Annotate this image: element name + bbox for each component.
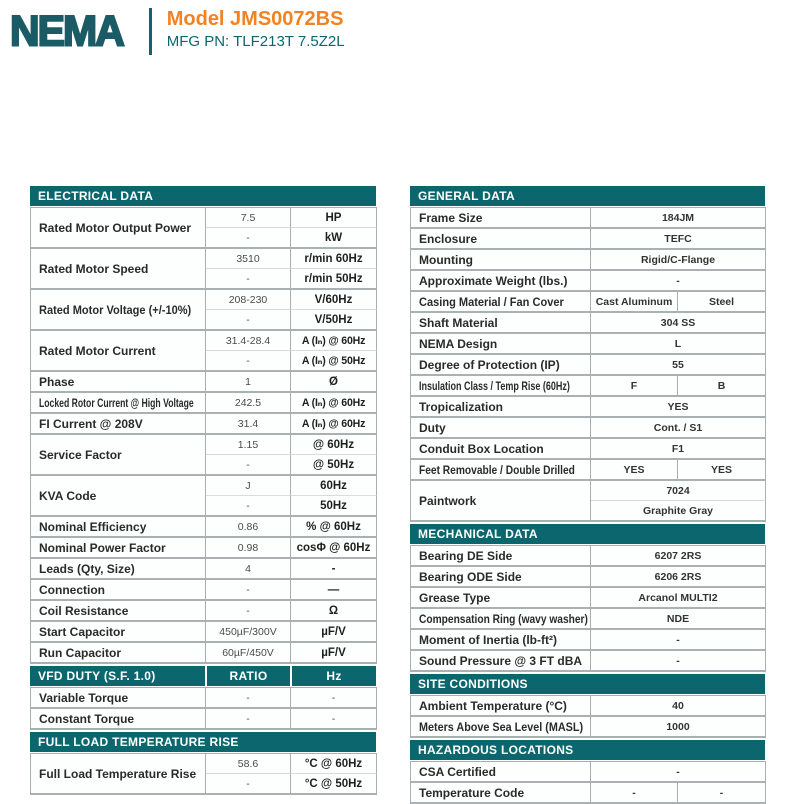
table-row: [411, 250, 766, 271]
row-value: 0.86: [206, 517, 291, 538]
row-label: Rated Motor Voltage (+/-10%): [31, 290, 206, 331]
table-row: [31, 601, 377, 622]
table-row: [411, 651, 766, 672]
row-value: -: [206, 580, 291, 601]
table-row: [411, 567, 766, 588]
table-row: [411, 397, 766, 418]
row-unit: Ω: [291, 601, 377, 622]
vfd-hz-column-header: Hz: [290, 666, 376, 686]
row-label: Nominal Efficiency: [31, 517, 206, 538]
row-label: Phase: [31, 372, 206, 393]
section-header-mechanical-data: MECHANICAL DATA: [410, 524, 765, 544]
row-value: -: [591, 762, 766, 783]
row-value: -: [206, 688, 291, 709]
row-unit: @ 60Hz: [291, 435, 377, 455]
section-header-hazardous-locations: HAZARDOUS LOCATIONS: [410, 740, 765, 760]
general-data-table: [410, 207, 766, 522]
row-value: F: [591, 376, 678, 397]
table-row: [411, 355, 766, 376]
mfg-part-number: MFG PN: TLF213T 7.5Z2L: [166, 33, 345, 50]
row-value: -: [206, 228, 291, 249]
model-title: Model JMS0072BS: [166, 8, 344, 30]
row-label: Ambient Temperature (°C): [411, 696, 591, 717]
table-row: [31, 372, 377, 393]
table-row: [31, 476, 377, 496]
row-label: Connection: [31, 580, 206, 601]
row-unit: r/min 50Hz: [291, 269, 377, 290]
nema-logo: NEMA: [10, 7, 123, 55]
row-value: J: [206, 476, 291, 496]
row-unit: °C @ 60Hz: [291, 754, 377, 774]
row-label: CSA Certified: [411, 762, 591, 783]
section-header-full-load-temp-rise: FULL LOAD TEMPERATURE RISE: [30, 732, 376, 752]
row-value: 6206 2RS: [591, 567, 766, 588]
table-row: [411, 271, 766, 292]
row-value: -: [206, 496, 291, 517]
header-text: [167, 6, 345, 50]
row-value: -: [206, 310, 291, 331]
table-row: [411, 292, 766, 313]
row-value: YES: [591, 460, 678, 481]
table-row: [31, 414, 377, 435]
row-value: 58.6: [206, 754, 291, 774]
row-value: Steel: [678, 292, 766, 313]
row-label: Rated Motor Speed: [31, 249, 206, 290]
row-label: Tropicalization: [411, 397, 591, 418]
row-value: TEFC: [591, 229, 766, 250]
row-label: Temperature Code: [411, 783, 591, 804]
row-label: Constant Torque: [31, 709, 206, 730]
row-value: 31.4: [206, 414, 291, 435]
electrical-data-table: [30, 207, 377, 664]
row-unit: V/50Hz: [291, 310, 377, 331]
mechanical-data-table: [410, 545, 766, 672]
table-row: [31, 709, 377, 730]
row-label: NEMA Design: [411, 334, 591, 355]
row-label: Nominal Power Factor: [31, 538, 206, 559]
left-column: [30, 186, 376, 795]
table-row: [31, 580, 377, 601]
row-unit: A (Iₙ) @ 60Hz: [291, 393, 377, 414]
row-unit: °C @ 50Hz: [291, 774, 377, 795]
row-value: -: [678, 783, 766, 804]
row-label: Start Capacitor: [31, 622, 206, 643]
table-row: [31, 393, 377, 414]
row-label: Shaft Material: [411, 313, 591, 334]
row-value: 242.5: [206, 393, 291, 414]
table-row: [31, 517, 377, 538]
table-row: [411, 588, 766, 609]
row-value: 40: [591, 696, 766, 717]
row-label: Variable Torque: [31, 688, 206, 709]
table-row: [31, 290, 377, 310]
row-label: FI Current @ 208V: [31, 414, 206, 435]
row-value: 184JM: [591, 208, 766, 229]
row-unit: —: [291, 580, 377, 601]
row-value: 1000: [591, 717, 766, 738]
row-label: Enclosure: [411, 229, 591, 250]
table-row: [411, 630, 766, 651]
row-label: Insulation Class / Temp Rise (60Hz): [411, 376, 591, 397]
row-value: B: [678, 376, 766, 397]
row-unit: HP: [291, 208, 377, 228]
row-value: 7.5: [206, 208, 291, 228]
table-row: [411, 783, 766, 804]
row-label: Coil Resistance: [31, 601, 206, 622]
row-label: Conduit Box Location: [411, 439, 591, 460]
row-value: F1: [591, 439, 766, 460]
row-value: 208-230: [206, 290, 291, 310]
row-unit: A (Iₙ) @ 60Hz: [291, 414, 377, 435]
table-row: [411, 439, 766, 460]
section-header-electrical-data: ELECTRICAL DATA: [30, 186, 376, 206]
row-value: -: [206, 774, 291, 795]
row-value: 450µF/300V: [206, 622, 291, 643]
row-unit: @ 50Hz: [291, 455, 377, 476]
row-value: -: [206, 601, 291, 622]
row-unit: % @ 60Hz: [291, 517, 377, 538]
row-unit: r/min 60Hz: [291, 249, 377, 269]
row-value: Graphite Gray: [591, 501, 766, 522]
section-header-general-data: GENERAL DATA: [410, 186, 765, 206]
row-label: Service Factor: [31, 435, 206, 476]
row-value: -: [206, 709, 291, 730]
row-label: Bearing ODE Side: [411, 567, 591, 588]
row-value: Cont. / S1: [591, 418, 766, 439]
row-label: Casing Material / Fan Cover: [411, 292, 591, 313]
row-unit: V/60Hz: [291, 290, 377, 310]
row-label: Grease Type: [411, 588, 591, 609]
row-value: 6207 2RS: [591, 546, 766, 567]
row-label: Mounting: [411, 250, 591, 271]
row-unit: µF/V: [291, 643, 377, 664]
row-label: Meters Above Sea Level (MASL): [411, 717, 591, 738]
row-label: Bearing DE Side: [411, 546, 591, 567]
row-label: Rated Motor Current: [31, 331, 206, 372]
row-value: 55: [591, 355, 766, 376]
table-row: [31, 249, 377, 269]
site-conditions-table: [410, 695, 766, 738]
table-row: [411, 696, 766, 717]
table-row: [31, 208, 377, 228]
header: [10, 6, 345, 55]
row-unit: -: [291, 688, 377, 709]
row-label: Run Capacitor: [31, 643, 206, 664]
vfd-duty-title: VFD DUTY (S.F. 1.0): [38, 669, 156, 683]
hazardous-locations-table: [410, 761, 766, 804]
row-unit: -: [291, 709, 377, 730]
section-header-site-conditions: SITE CONDITIONS: [410, 674, 765, 694]
vfd-duty-table: [30, 687, 377, 730]
row-label: Moment of Inertia (lb-ft²): [411, 630, 591, 651]
table-row: [411, 460, 766, 481]
row-label: Sound Pressure @ 3 FT dBA: [411, 651, 591, 672]
row-label: Locked Rotor Current @ High Voltage: [31, 393, 206, 414]
row-unit: -: [291, 559, 377, 580]
row-value: 4: [206, 559, 291, 580]
table-row: [411, 334, 766, 355]
row-unit: 60Hz: [291, 476, 377, 496]
row-value: -: [206, 351, 291, 372]
row-value: 31.4-28.4: [206, 331, 291, 351]
row-label: Full Load Temperature Rise: [31, 754, 206, 795]
row-unit: A (Iₙ) @ 60Hz: [291, 331, 377, 351]
row-value: -: [206, 455, 291, 476]
row-label: Compensation Ring (wavy washer): [411, 609, 591, 630]
row-value: -: [591, 271, 766, 292]
row-value: Rigid/C-Flange: [591, 250, 766, 271]
row-value: -: [206, 269, 291, 290]
row-label: Duty: [411, 418, 591, 439]
row-value: -: [591, 651, 766, 672]
row-value: -: [591, 630, 766, 651]
table-row: [411, 609, 766, 630]
row-value: 3510: [206, 249, 291, 269]
row-label: Degree of Protection (IP): [411, 355, 591, 376]
table-row: [31, 622, 377, 643]
row-value: L: [591, 334, 766, 355]
table-row: [31, 331, 377, 351]
row-value: YES: [591, 397, 766, 418]
table-row: [31, 688, 377, 709]
row-unit: µF/V: [291, 622, 377, 643]
table-row: [411, 376, 766, 397]
row-unit: 50Hz: [291, 496, 377, 517]
row-value: 7024: [591, 481, 766, 501]
row-label: KVA Code: [31, 476, 206, 517]
row-unit: cosΦ @ 60Hz: [291, 538, 377, 559]
row-value: 1: [206, 372, 291, 393]
table-row: [411, 313, 766, 334]
row-value: 304 SS: [591, 313, 766, 334]
header-divider: [149, 8, 152, 55]
table-row: [31, 435, 377, 455]
table-row: [411, 208, 766, 229]
table-row: [411, 229, 766, 250]
row-value: 1.15: [206, 435, 291, 455]
table-row: [411, 762, 766, 783]
row-unit: Ø: [291, 372, 377, 393]
row-value: Arcanol MULTI2: [591, 588, 766, 609]
table-row: [31, 559, 377, 580]
table-row: [31, 538, 377, 559]
row-label: Frame Size: [411, 208, 591, 229]
row-value: 0.98: [206, 538, 291, 559]
table-row: [411, 418, 766, 439]
row-label: Rated Motor Output Power: [31, 208, 206, 249]
row-unit: kW: [291, 228, 377, 249]
row-unit: A (Iₙ) @ 50Hz: [291, 351, 377, 372]
row-value: NDE: [591, 609, 766, 630]
row-value: -: [591, 783, 678, 804]
full-load-temp-rise-table: [30, 753, 377, 795]
table-row: [411, 481, 766, 501]
row-label: Approximate Weight (lbs.): [411, 271, 591, 292]
table-row: [31, 754, 377, 774]
table-row: [411, 717, 766, 738]
row-label: Leads (Qty, Size): [31, 559, 206, 580]
table-row: [411, 546, 766, 567]
row-label: Paintwork: [411, 481, 591, 522]
row-label: Feet Removable / Double Drilled: [411, 460, 591, 481]
row-value: 60µF/450V: [206, 643, 291, 664]
row-value: YES: [678, 460, 766, 481]
section-header-vfd-duty: [30, 666, 376, 686]
row-value: Cast Aluminum: [591, 292, 678, 313]
vfd-ratio-column-header: RATIO: [205, 666, 290, 686]
right-column: [410, 186, 765, 804]
table-row: [31, 643, 377, 664]
